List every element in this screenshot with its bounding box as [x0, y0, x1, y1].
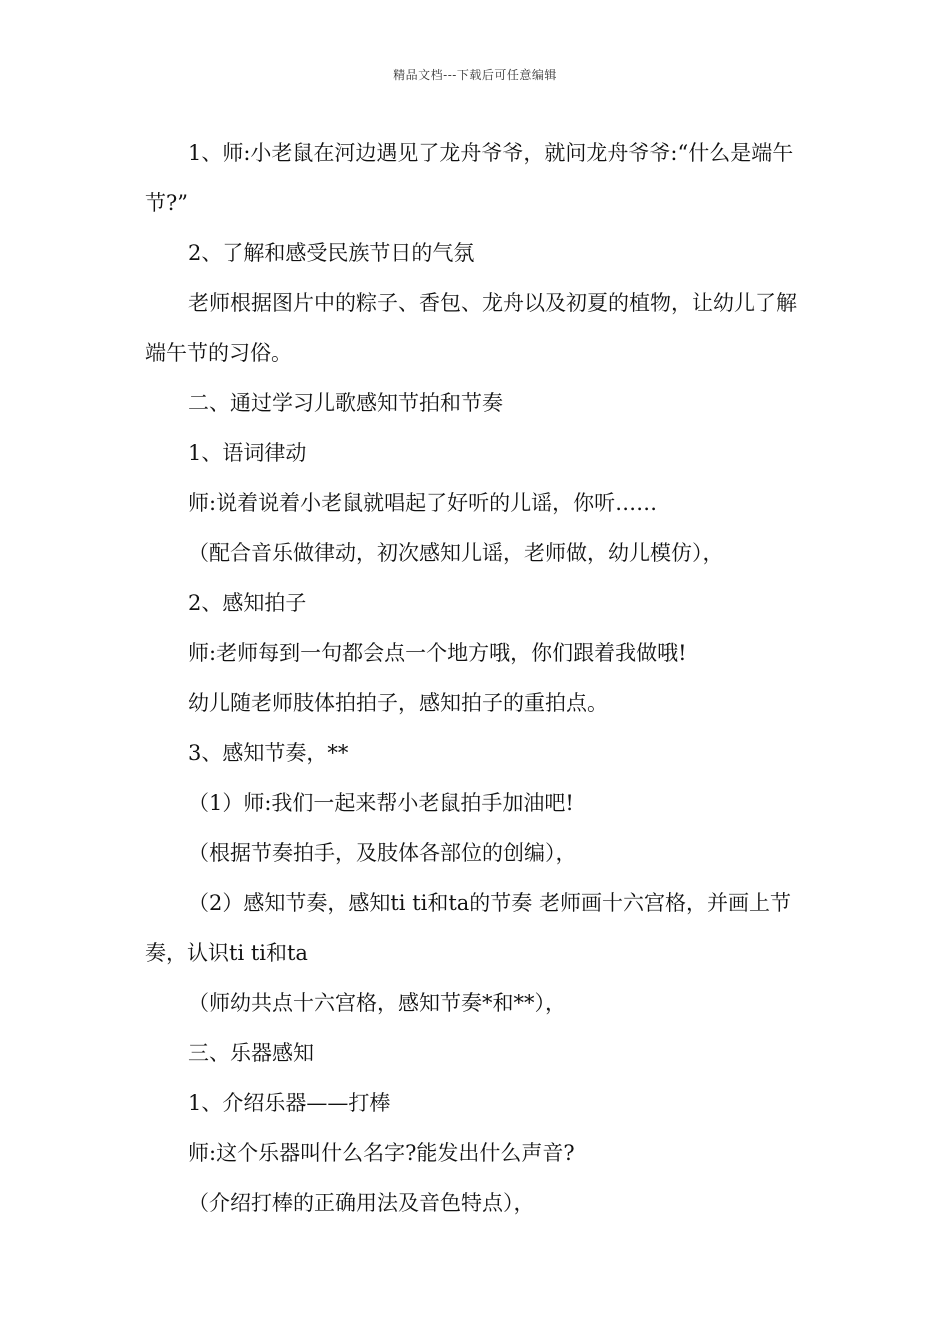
document-body — [145, 128, 810, 1228]
paragraph: （1）师:我们一起来帮小老鼠拍手加油吧! — [188, 791, 574, 815]
paragraph: （介绍打棒的正确用法及音色特点）， — [188, 1191, 535, 1215]
paragraph: （师幼共点十六宫格，感知节奏*和**）， — [188, 991, 566, 1015]
paragraph: 2、了解和感受民族节日的气氛 — [188, 241, 475, 265]
paragraph: 师:这个乐器叫什么名字?能发出什么声音? — [188, 1141, 575, 1165]
paragraph: 1、师:小老鼠在河边遇见了龙舟爷爷，就问龙舟爷爷:“什么是端午节?” — [145, 141, 794, 215]
paragraph: 1、语词律动 — [188, 441, 307, 465]
section-heading: 三、乐器感知 — [188, 1041, 314, 1065]
paragraph: 幼儿随老师肢体拍拍子，感知拍子的重拍点。 — [188, 691, 608, 715]
paragraph: 2、感知拍子 — [188, 591, 307, 615]
paragraph: 师:说着说着小老鼠就唱起了好听的儿谣，你听…… — [188, 491, 658, 515]
paragraph: 师:老师每到一句都会点一个地方哦，你们跟着我做哦! — [188, 641, 687, 665]
paragraph: （配合音乐做律动，初次感知儿谣，老师做，幼儿模仿）， — [188, 541, 724, 565]
paragraph: （根据节奏拍手，及肢体各部位的创编）， — [188, 841, 577, 865]
paragraph: 老师根据图片中的粽子、香包、龙舟以及初夏的植物，让幼儿了解端午节的习俗。 — [145, 291, 797, 365]
paragraph: （2）感知节奏，感知ti ti和ta的节奏 老师画十六宫格，并画上节奏，认识ti ti和ta — [145, 891, 791, 965]
paragraph: 3、感知节奏，** — [188, 741, 349, 765]
section-heading: 二、通过学习儿歌感知节拍和节奏 — [188, 391, 503, 415]
paragraph: 1、介绍乐器——打棒 — [188, 1091, 391, 1115]
page-header: 精品文档---下载后可任意编辑 — [393, 68, 557, 82]
